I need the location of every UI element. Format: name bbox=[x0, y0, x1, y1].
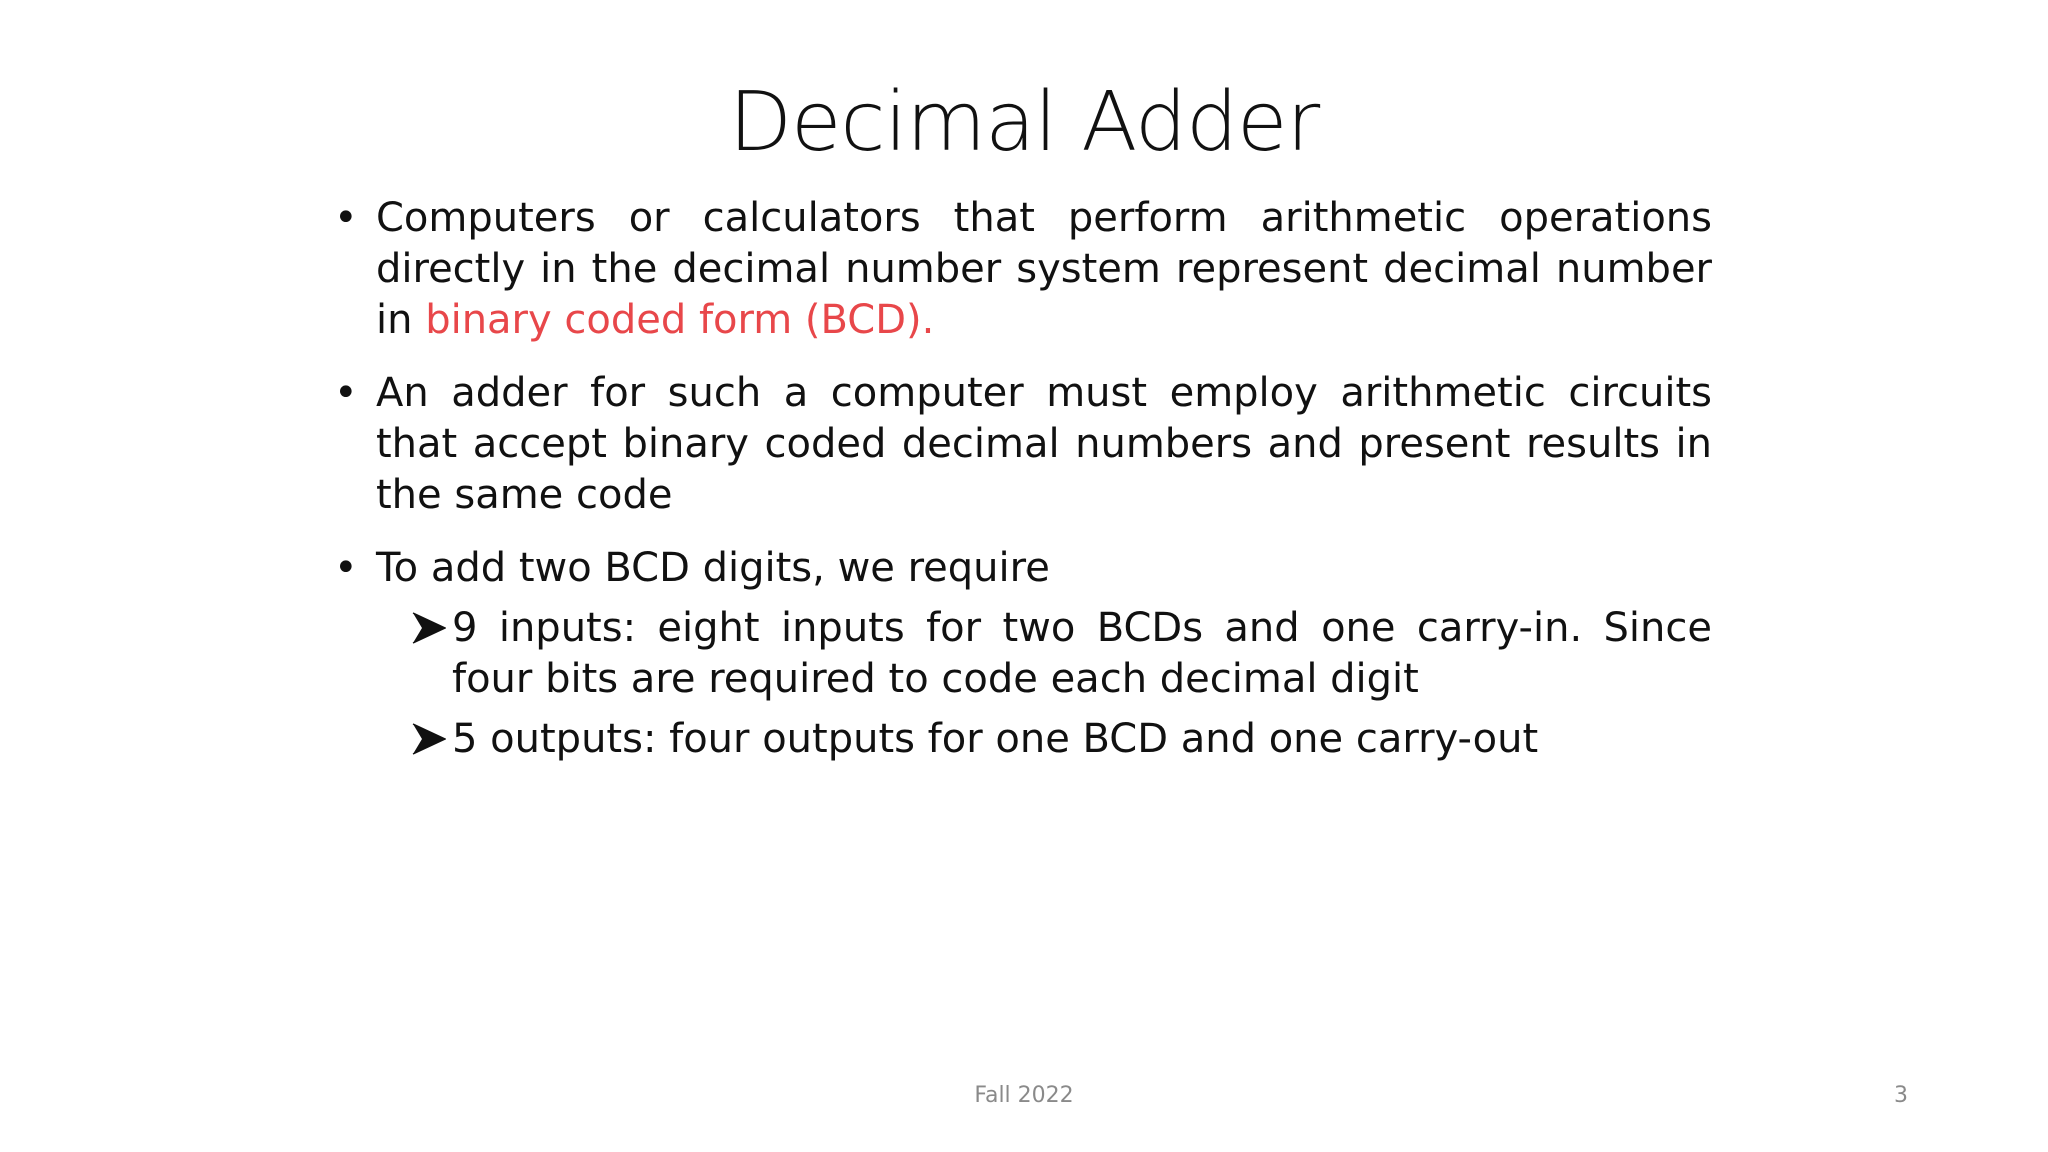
highlighted-text: binary coded form (BCD). bbox=[425, 297, 935, 343]
sub-bullet-item bbox=[330, 603, 1712, 705]
bullet-item bbox=[330, 543, 1712, 594]
page-number: 3 bbox=[1894, 1083, 1908, 1108]
bullet-text: Computers or calculators that perform arithmetic operations directly in the decimal number system represent decimal number in bbox=[376, 195, 1712, 343]
arrowhead-bullet-icon bbox=[412, 714, 448, 755]
slide-body bbox=[330, 193, 1712, 774]
bullet-item bbox=[330, 193, 1712, 346]
bullet-text: To add two BCD digits, we require bbox=[376, 545, 1050, 591]
arrowhead-bullet-icon bbox=[412, 603, 448, 644]
sub-bullet-text: 9 inputs: eight inputs for two BCDs and one carry-in. Since four bits are required to code each decimal digit bbox=[452, 605, 1712, 702]
sub-bullet-item bbox=[330, 714, 1712, 765]
sub-bullet-text: 5 outputs: four outputs for one BCD and one carry-out bbox=[452, 716, 1539, 762]
footer-label: Fall 2022 bbox=[974, 1083, 1074, 1108]
bullet-text: An adder for such a computer must employ arithmetic circuits that accept binary coded decimal numbers and present results in the same code bbox=[376, 370, 1712, 518]
slide-title: Decimal Adder bbox=[728, 75, 1320, 170]
bullet-glyph: • bbox=[334, 195, 358, 241]
bullet-glyph: • bbox=[334, 545, 358, 591]
bullet-glyph: • bbox=[334, 370, 358, 416]
bullet-item bbox=[330, 368, 1712, 521]
